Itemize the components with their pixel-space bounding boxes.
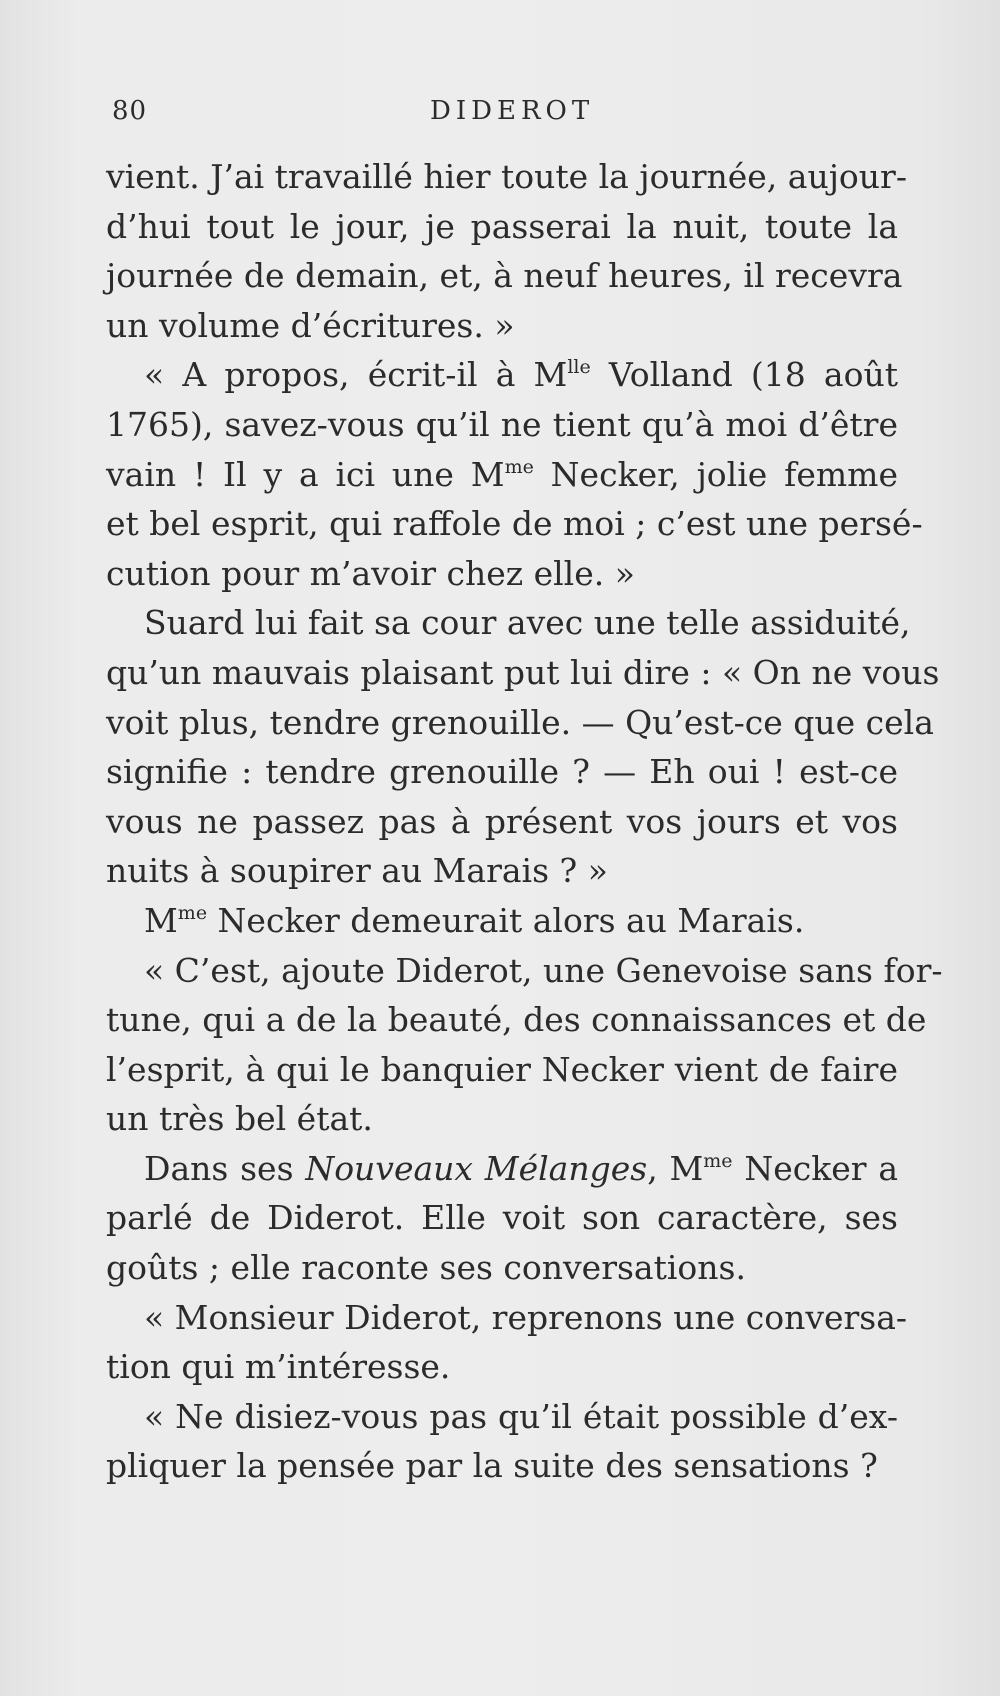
text-line	[106, 1144, 898, 1194]
line-part: Necker, jolie femme	[533, 454, 898, 494]
superscript: me	[703, 1149, 733, 1172]
text-line: goûts ; elle raconte ses conversations.	[106, 1248, 746, 1288]
text-line: « C’est, ajoute Diderot, une Genevoise sans for-	[144, 950, 943, 990]
text-line: « Monsieur Diderot, reprenons une conversa-	[144, 1297, 908, 1337]
text-line: un très bel état.	[106, 1099, 373, 1139]
text-line	[106, 350, 898, 400]
line-part: Dans ses	[144, 1148, 306, 1188]
text-line: 1765), savez-vous qu’il ne tient qu’à moi d’être	[106, 404, 898, 444]
line-part: Necker demeurait alors au Marais.	[207, 900, 805, 940]
text-line: qu’un mauvais plaisant put lui dire : « On ne vous	[106, 652, 940, 692]
running-head	[0, 96, 1000, 136]
text-line: tune, qui a de la beauté, des connaissances et de	[106, 1000, 927, 1040]
text-line: « Ne disiez-vous pas qu’il était possible d’ex-	[144, 1396, 898, 1436]
text-line: vous ne passez pas à présent vos jours et vos	[106, 801, 898, 841]
superscript: me	[177, 901, 208, 924]
text-line: un volume d’écritures. »	[106, 305, 515, 345]
line-part: « A propos, écrit-il à M	[144, 355, 568, 395]
running-title: DIDEROT	[430, 96, 595, 126]
superscript: lle	[567, 356, 591, 379]
superscript: me	[504, 455, 534, 478]
text-line: voit plus, tendre grenouille. — Qu’est-ce que cela	[106, 702, 934, 742]
text-line: pliquer la pensée par la suite des sensations ?	[106, 1446, 878, 1486]
text-line: journée de demain, et, à neuf heures, il recevra	[106, 256, 903, 296]
text-line: et bel esprit, qui raffole de moi ; c’est une persé-	[106, 504, 923, 544]
page-number: 80	[112, 96, 148, 126]
text-line: signifie : tendre grenouille ? — Eh oui ! est-ce	[106, 752, 898, 792]
text-line	[106, 450, 898, 500]
text-line: vient. J’ai travaillé hier toute la journée, aujour-	[106, 157, 907, 196]
text-line: cution pour m’avoir chez elle. »	[106, 553, 635, 593]
book-title: Nouveaux Mélanges	[305, 1148, 648, 1188]
text-line: parlé de Diderot. Elle voit son caractère, ses	[106, 1198, 898, 1238]
line-part: Necker a	[732, 1148, 898, 1188]
line-part: Volland (18 août	[590, 355, 898, 395]
text-line: Suard lui fait sa cour avec une telle assiduité,	[144, 603, 911, 643]
line-part: , M	[647, 1148, 704, 1188]
line-part: M	[144, 900, 178, 940]
line-part: vain ! Il y a ici une M	[106, 454, 505, 494]
text-line	[106, 896, 898, 946]
text-line: tion qui m’intéresse.	[106, 1347, 451, 1387]
text-line: nuits à soupirer au Marais ? »	[106, 851, 608, 891]
text-line: l’esprit, à qui le banquier Necker vient de faire	[106, 1049, 898, 1089]
text-line: d’hui tout le jour, je passerai la nuit, toute la	[106, 206, 898, 246]
body-text	[106, 152, 943, 1491]
